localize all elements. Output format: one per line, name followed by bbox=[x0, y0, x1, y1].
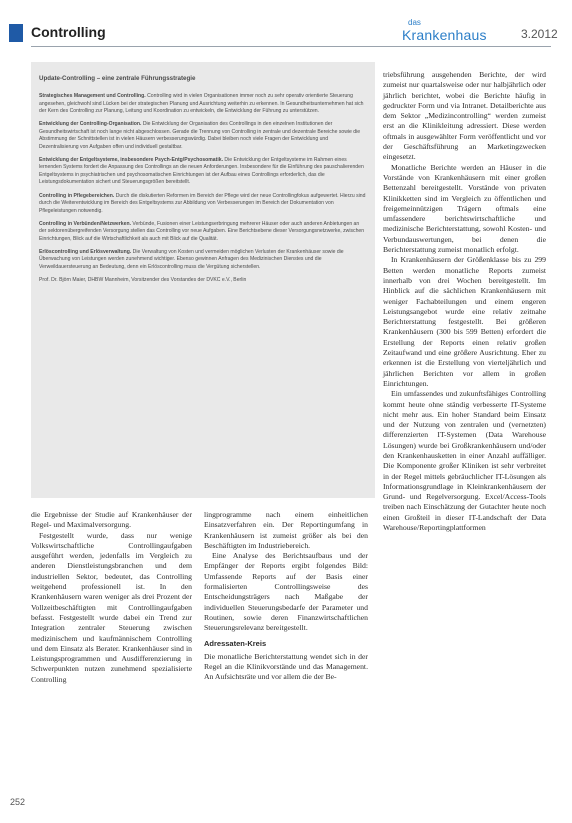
paragraph-text: Controlling wird in vielen Organisationen immer noch zu sehr operativ orientierte Steuerung angesehen, gleichwohl sind Lücken bei der strategischen Planung und Ausrichtung weiterhin zu erkennen. In Gesundheitsunternehmen hat sich der Kern des Controlling zur Planung, Leitung und Koordination zu entwickeln, die Entwicklung der Führung zu unterstützen. bbox=[39, 93, 364, 115]
section-title: Controlling bbox=[31, 24, 106, 40]
info-box-paragraph bbox=[39, 193, 367, 216]
body-paragraph: Monatliche Berichte werden an Häuser in die Vorstände von Krankenhäusern mit einer großen Bettenzahl bereitgestellt. Vorstände von privaten Klinikketten sind im Vergleich zu öffentlichen und freigemeinnützigen Trägern oftmals eine umfassendere berichtswirtschaftliche und medizinische Berichterstattung, sowohl Kosten- und Verbundauswertungen, bei denen die Berichterstattung zumeist monatlich erfolgt. bbox=[383, 162, 546, 255]
info-box-author: Prof. Dr. Björn Maier, DHBW Mannheim, Vorsitzender des Vorstandes der DVKC e.V., Berlin bbox=[39, 276, 247, 283]
journal-logo-sup: das bbox=[408, 18, 421, 27]
journal-logo-name: Krankenhaus bbox=[402, 27, 487, 43]
info-box-paragraph bbox=[39, 121, 367, 151]
paragraph-lead: Controlling in Pflegebereichen. bbox=[39, 192, 115, 199]
body-paragraph: Ein umfassendes und zukunftsfähiges Controlling kommt heute ohne ständig verbesserte IT-Systeme nicht mehr aus. Ein hoher Standard beim Einsatz und der Nutzung von zentralen und (vernetzten) differenzierten IT-Systemen (Data Warehouse Lösungen) wurde bei Großkrankenhäusern und/oder den Krankenhausketten in einer Anzahl auffälliger. Die Komponente großer Kliniken ist sehr verbreitet in der Regel mittels gebräuchlicher IT-Lösungen als Informationsgrundlage in Kleinkrankenhäusern der Grund- und Regelversorgung. Excel/Access-Tools treiben nach Einschätzung der Gutachter heute noch einen Großteil in dieser IT-Landschaft der Data Warehouse/Reportingplattformen bbox=[383, 389, 546, 533]
journal-logo bbox=[402, 18, 512, 46]
issue-number: 3.2012 bbox=[521, 27, 558, 41]
body-paragraph: Die monatliche Berichterstattung wendet sich in der Regel an die Klinikvorstände und das Management. An Aufsichtsräte und vor allem die der Be- bbox=[204, 651, 368, 682]
paragraph-lead: Strategisches Management und Controlling. bbox=[39, 93, 146, 99]
body-paragraph: lingprogramme nach einem einheitlichen Einsatzverfahren ein. Der Reportingumfang in Krankenhäusern ist zumeist größer als bei den Beschäftigten im Industriebereich. bbox=[204, 510, 368, 550]
info-box-paragraph bbox=[39, 157, 367, 187]
paragraph-lead: Controlling in Verbünden/Netzwerken. bbox=[39, 220, 131, 227]
body-paragraph: In Krankenhäusern der Größenklasse bis zu 299 Betten werden monatliche Reports zumeist innerhalb von drei Wochen bereitgestellt. Im Hinblick auf die sächlichen Krankenhäusern mit weniger Fachabteilungen und einem engeren Leistungsangebot wurde eine relativ zeitnahe Berichterstattung festgestellt. Bei größeren Krankenhäusern (300 bis 599 Betten) erfordert die Erstellung der Reports einen relativ großen Zeitaufwand und eine größere Ausrichtung. Eher zu erkennen ist die Erstellung von vierteljährlich und jährlichen Berichten vor allem in großen Einrichtungen. bbox=[383, 255, 546, 388]
body-paragraph: Eine Analyse des Berichtsaufbaus und der Empfänger der Reports ergibt folgendes Bild: Umfassende Reports auf der Basis einer formalisierten Controllingsweise des Entscheidungsträgers nach Maßgabe der individuellen Steuerungsbedarfe der Parameter und Routinen, sowie deren Finanzwirtschaftlichen Steuerungsrelevanz bereitgestellt. bbox=[204, 551, 368, 633]
paragraph-lead: Entwicklung der Controlling-Organisation. bbox=[39, 121, 142, 128]
paragraph-text: Die Verwaltung von Kosten und vermeiden möglichen Verlusten der Krankenhäuser sowie die Überwachung von Leistungen werden zunehmend wichtiger. Ebenso gewinnen Anfragen des Medizinischen Dienstes und die Verweildauersteuerung an Bedeutung, denn ein Erlöscontrolling muss die Vergütung sicherstellen. bbox=[39, 248, 344, 270]
middle-column bbox=[204, 510, 368, 792]
page-number: 252 bbox=[10, 797, 26, 807]
body-paragraph: die Ergebnisse der Studie auf Krankenhäuser der Regel- und Maximalversorgung. bbox=[31, 510, 192, 530]
paragraph-text: Verbünde, Fusionen einer Leistungserbringung mehrerer Häuser oder auch anderen Anbietungen an der sektorenübergreifenden Versorgung stellen das Controlling vor neue Aufgaben. Eine Berichtsebene dieser Versorgungsnetzwerke, zwischen Einrichtungen, Blick auf die Wirtschaftlichkeit als auch mit Blick auf die Qualität. bbox=[39, 220, 365, 242]
info-box-paragraph bbox=[39, 221, 367, 244]
info-box-body bbox=[39, 93, 367, 290]
info-box-paragraph bbox=[39, 93, 367, 116]
left-column bbox=[31, 510, 192, 792]
body-paragraph: Festgestellt wurde, dass nur wenige Volkswirtschaftliche Controllingaufgaben ausgeführt werden, jedenfalls im Vergleich zu anderen Dienstleistungsbranchen und dem industriellen Sektor, bedeutet, das Controlling weitgehend professionell ist. In den Krankenhäusern waren weniger als drei Prozent der Vollzeitbeschäftigten mit Controllingaufgaben befasst. Festgestellt wurde dabei ein Trend zur Integration zentraler Steuerung zwischen medizinischem und kaufmännischem Controlling und dem Einsatz als Berater. Krankenhäuser sind in Leistungsprogrammen und Ausdifferenzierung in Schwerpunkten nutzen zunehmend spezialisierte Controlling bbox=[31, 530, 192, 684]
paragraph-text: Die Entwicklung der Entgeltsysteme im Rahmen eines lernenden Systems fordert die Anpassung des Controllings an die neuen Anforderungen. Insbesondere für die Einführung des pauschalierenden Entgeltsystems in psychiatrischen und psychosomatischen Einrichtungen ist der Aufbau eines Controllings erforderlich, das die Leistungsdokumentation sichert und Steuerungsgrößen bereitstellt. bbox=[39, 156, 364, 186]
paragraph-text: Durch die diskutierten Reformen im Bereich der Pflege wird der neue Controllingfokus aufgewertet. Hierzu sind durch die Weiterentwicklung im Bereich des Entgeltsystems zur Abbildung von Verbesserungen im Bereich der Dokumentation von Pflegeleistungen notwendig. bbox=[39, 192, 366, 214]
section-heading: Adressaten-Kreis bbox=[204, 638, 267, 648]
paragraph-text: Die Entwicklung der Organisation des Controllings in den einzelnen Institutionen der Gesundheitswirtschaft ist noch lange nicht abgeschlossen. Gerade die Trennung von Controlling in zentrale und dezentrale Bereiche sowie die Abstimmung der Schnittstellen ist in vielen Häusern verbesserungswürdig. Dabei bleiben noch viele Fragen der Entwicklung und Dezentralisierung von Aufgaben offen und individuell gestaltbar. bbox=[39, 121, 361, 150]
section-marker bbox=[9, 24, 23, 42]
info-box-title: Update-Controlling – eine zentrale Führungsstrategie bbox=[39, 75, 196, 82]
body-paragraph: triebsführung ausgehenden Berichte, der wird zumeist nur quartalsweise oder nur halbjährlich oder jährlich berichtet, wobei die Berichte häufig in gedruckter Form und via Intranet. Detailberichte aus dem Sektor „Medizincontrolling“ werden zumeist erst an die Klinikleitung adressiert. Diese werden oftmals in ausgewählter Form veröffentlicht und vor der Geschäftsführung an Marketingzwecken eingesetzt. bbox=[383, 70, 546, 162]
paragraph-lead: Erlöscontrolling und Erlösverwaltung. bbox=[39, 248, 132, 255]
info-box bbox=[31, 62, 375, 498]
info-box-paragraph bbox=[39, 249, 367, 272]
right-column bbox=[383, 70, 546, 792]
header-rule bbox=[31, 46, 551, 47]
paragraph-lead: Entwicklung der Entgeltsysteme, insbesondere Psych-Entg/Psychosomatik. bbox=[39, 156, 223, 163]
